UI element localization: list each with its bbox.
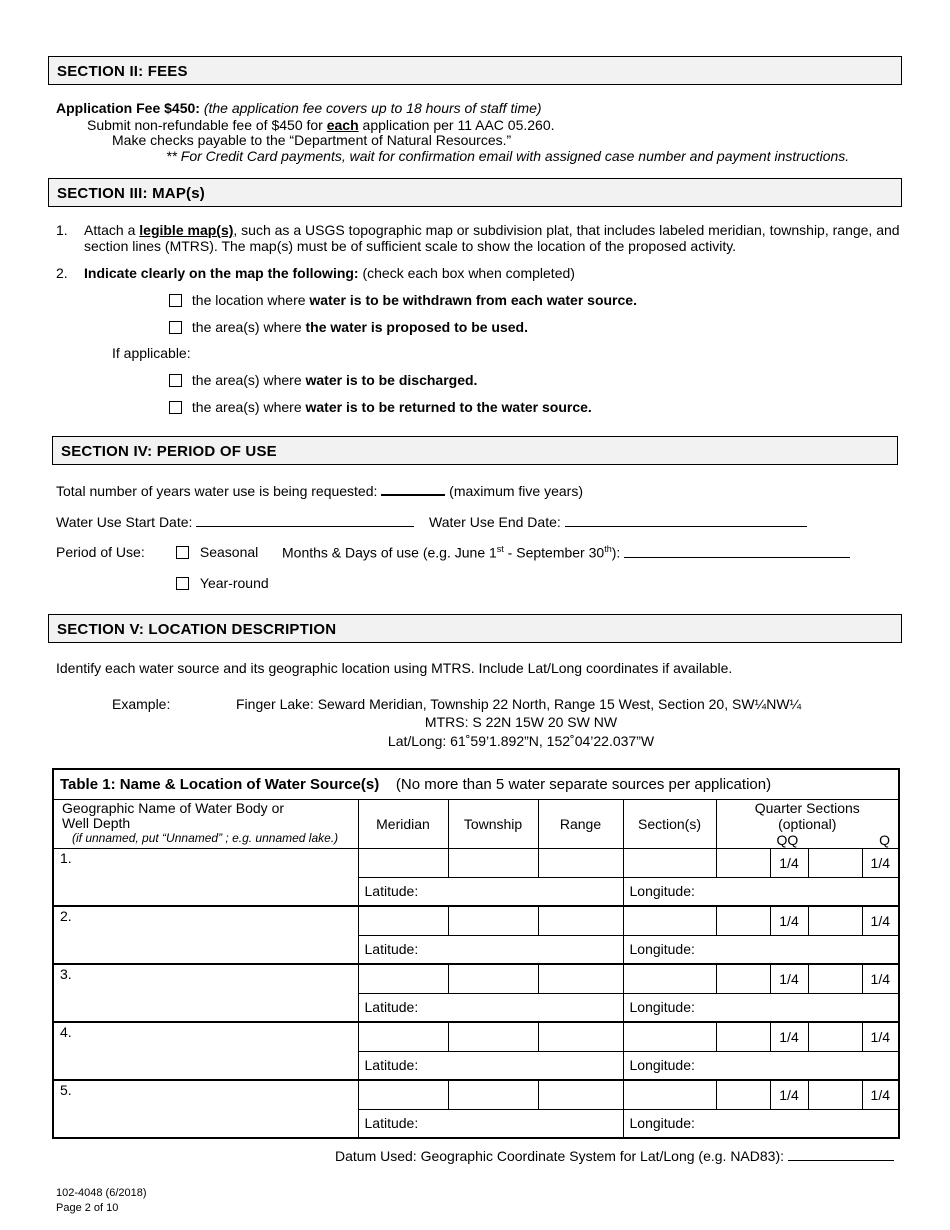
page-number: Page 2 of 10 (56, 1202, 119, 1214)
row-number: 3. (60, 966, 72, 982)
years-note: (maximum five years) (445, 483, 583, 499)
row-4-qq[interactable] (716, 1022, 770, 1051)
col-header-range: Range (538, 799, 623, 848)
end-date-field[interactable] (565, 526, 807, 527)
row-2-longitude[interactable] (623, 935, 899, 964)
row-1-range[interactable] (538, 848, 623, 877)
row-5-latitude[interactable] (358, 1109, 623, 1138)
row-4-township[interactable] (448, 1022, 538, 1051)
check-returned-checkbox[interactable] (169, 401, 182, 414)
start-date-field[interactable] (196, 526, 414, 527)
row-1-latitude[interactable] (358, 877, 623, 906)
fee-line (56, 100, 542, 116)
section-v-heading: SECTION V: LOCATION DESCRIPTION (48, 614, 902, 643)
row-5-section[interactable] (623, 1080, 716, 1109)
table-title: Table 1: Name & Location of Water Source(s) (60, 775, 380, 793)
col-quarter-line1: Quarter Sections (754, 799, 860, 816)
check-discharged-pre: the area(s) where (191, 372, 306, 388)
example-label: Example: (112, 696, 171, 712)
col-q: Q (879, 831, 891, 848)
latitude-label: Latitude: (364, 883, 419, 900)
example-line3: Lat/Long: 61˚59’1.892”N, 152˚04’22.037”W (387, 733, 655, 749)
months-sup1: st (496, 544, 504, 554)
credit-card-note: ** For Credit Card payments, wait for confirmation email with assigned case number and payment instructions. (166, 148, 850, 164)
section-v-intro: Identify each water source and its geographic location using MTRS. Include Lat/Long coordinates if available. (56, 660, 733, 676)
row-3-qq-fraction: 1/4 (770, 964, 808, 993)
check-used-checkbox[interactable] (169, 321, 182, 334)
row-4-q[interactable] (808, 1022, 862, 1051)
row-1-q[interactable] (808, 848, 862, 877)
row-4-range[interactable] (538, 1022, 623, 1051)
row-2-meridian[interactable] (358, 906, 448, 935)
check-withdrawn-bold: water is to be withdrawn from each water source. (309, 292, 637, 308)
example-line2: MTRS: S 22N 15W 20 SW NW (424, 714, 618, 730)
submit-post: application per 11 AAC 05.260. (358, 117, 555, 133)
seasonal-checkbox[interactable] (176, 546, 189, 559)
row-4-q-fraction: 1/4 (862, 1022, 899, 1051)
months-mid: - September 30 (503, 544, 605, 561)
check-withdrawn-pre: the location where (191, 292, 310, 308)
checks-line: Make checks payable to the “Department of Natural Resources.” (112, 132, 512, 148)
row-4-meridian[interactable] (358, 1022, 448, 1051)
row-1-qq-fraction: 1/4 (770, 848, 808, 877)
check-returned-bold: water is to be returned to the water source. (305, 399, 592, 415)
datum-label: Datum Used: Geographic Coordinate System for Lat/Long (e.g. NAD83): (335, 1148, 788, 1164)
check-withdrawn-row (169, 292, 637, 308)
row-5-meridian[interactable] (358, 1080, 448, 1109)
check-returned-pre: the area(s) where (191, 399, 306, 415)
row-4-qq-fraction: 1/4 (770, 1022, 808, 1051)
col-header-section: Section(s) (623, 799, 716, 848)
row-4-section[interactable] (623, 1022, 716, 1051)
fee-label: Application Fee $450: (56, 100, 200, 116)
col-name-line2: Well Depth (62, 815, 131, 831)
months-field[interactable] (624, 557, 850, 558)
if-applicable-label: If applicable: (112, 345, 191, 361)
longitude-label: Longitude: (629, 1057, 695, 1074)
months-sup2: th (604, 544, 612, 554)
section-iv-heading: SECTION IV: PERIOD OF USE (52, 436, 898, 465)
row-2-qq[interactable] (716, 906, 770, 935)
latitude-label: Latitude: (364, 941, 419, 958)
seasonal-row (176, 544, 258, 560)
longitude-label: Longitude: (629, 883, 695, 900)
check-discharged-row (169, 372, 477, 388)
item2-post: (check each box when completed) (358, 265, 575, 281)
row-1-q-fraction: 1/4 (862, 848, 899, 877)
months-post: ): (611, 544, 625, 561)
latitude-label: Latitude: (364, 1057, 419, 1074)
section-iii-heading: SECTION III: MAP(s) (48, 178, 902, 207)
months-pre: Months & Days of use (e.g. June 1 (282, 544, 497, 561)
row-4-latitude[interactable] (358, 1051, 623, 1080)
check-withdrawn-checkbox[interactable] (169, 294, 182, 307)
col-name-line3: (if unnamed, put “Unnamed” ; e.g. unnamed lake.) (72, 831, 339, 845)
row-3-name[interactable] (53, 964, 358, 1022)
end-date-label: Water Use End Date: (429, 514, 565, 530)
row-4-name[interactable] (53, 1022, 358, 1080)
form-number: 102-4048 (6/2018) (56, 1187, 147, 1199)
row-number: 1. (60, 849, 72, 866)
row-2-range[interactable] (538, 906, 623, 935)
row-5-qq-fraction: 1/4 (770, 1080, 808, 1109)
start-date-line (56, 514, 414, 530)
item1-bold: legible map(s) (139, 222, 234, 238)
start-date-label: Water Use Start Date: (56, 514, 197, 530)
item1-number: 1. (56, 222, 68, 238)
item1-line1 (84, 222, 900, 238)
fee-note: (the application fee covers up to 18 hours of staff time) (203, 100, 542, 116)
col-qq: QQ (776, 831, 799, 848)
water-source-table (52, 768, 900, 1139)
yearround-label: Year-round (199, 575, 269, 591)
yearround-checkbox[interactable] (176, 577, 189, 590)
submit-each: each (326, 117, 359, 133)
row-3-meridian[interactable] (358, 964, 448, 993)
period-label: Period of Use: (56, 544, 145, 560)
item1-pre: Attach a (84, 222, 140, 238)
row-3-q-fraction: 1/4 (862, 964, 899, 993)
row-2-township[interactable] (448, 906, 538, 935)
years-label: Total number of years water use is being requested: (56, 483, 382, 499)
row-5-township[interactable] (448, 1080, 538, 1109)
row-number: 5. (60, 1082, 72, 1098)
longitude-label: Longitude: (629, 999, 695, 1016)
row-4-longitude[interactable] (623, 1051, 899, 1080)
col-name-line1: Geographic Name of Water Body or (62, 800, 285, 816)
row-1-section[interactable] (623, 848, 716, 877)
row-3-township[interactable] (448, 964, 538, 993)
row-3-section[interactable] (623, 964, 716, 993)
row-1-longitude[interactable] (623, 877, 899, 906)
row-1-name[interactable] (53, 848, 358, 906)
latitude-label: Latitude: (364, 1115, 419, 1132)
row-5-range[interactable] (538, 1080, 623, 1109)
table-title-cell (53, 769, 899, 799)
check-used-bold: the water is proposed to be used. (305, 319, 528, 335)
months-line (282, 544, 850, 561)
col-quarter-line2: (optional) (778, 815, 837, 832)
row-5-longitude[interactable] (623, 1109, 899, 1138)
row-2-section[interactable] (623, 906, 716, 935)
row-3-latitude[interactable] (358, 993, 623, 1022)
row-1-qq[interactable] (716, 848, 770, 877)
row-number: 4. (60, 1024, 72, 1040)
row-5-q-fraction: 1/4 (862, 1080, 899, 1109)
item1-line2: section lines (MTRS). The map(s) must be of sufficient scale to show the location of the proposed activity. (84, 238, 737, 254)
latitude-label: Latitude: (364, 999, 419, 1016)
row-2-q-fraction: 1/4 (862, 906, 899, 935)
col-header-name (53, 799, 358, 848)
row-3-q[interactable] (808, 964, 862, 993)
check-returned-row (169, 399, 592, 415)
row-3-range[interactable] (538, 964, 623, 993)
item2-bold: Indicate clearly on the map the following: (84, 265, 359, 281)
item2-line (84, 265, 575, 281)
datum-line (335, 1148, 894, 1164)
longitude-label: Longitude: (629, 1115, 695, 1132)
table-title-note: (No more than 5 water separate sources per application) (395, 775, 772, 793)
col-header-quarter (716, 799, 899, 848)
years-field[interactable] (381, 494, 445, 496)
col-header-township: Township (448, 799, 538, 848)
check-discharged-checkbox[interactable] (169, 374, 182, 387)
check-used-row (169, 319, 528, 335)
item2-number: 2. (56, 265, 68, 281)
longitude-label: Longitude: (629, 941, 695, 958)
submit-pre: Submit non-refundable fee of $450 for (87, 117, 327, 133)
datum-field[interactable] (788, 1160, 894, 1161)
row-2-q[interactable] (808, 906, 862, 935)
row-2-qq-fraction: 1/4 (770, 906, 808, 935)
row-5-q[interactable] (808, 1080, 862, 1109)
check-discharged-bold: water is to be discharged. (305, 372, 478, 388)
row-3-longitude[interactable] (623, 993, 899, 1022)
end-date-line (429, 514, 807, 530)
section-ii-heading: SECTION II: FEES (48, 56, 902, 85)
submit-line (87, 117, 555, 133)
check-used-pre: the area(s) where (191, 319, 306, 335)
row-number: 2. (60, 908, 72, 924)
row-5-qq[interactable] (716, 1080, 770, 1109)
example-line1: Finger Lake: Seward Meridian, Township 22 North, Range 15 West, Section 20, SW¼NW¼ (236, 696, 802, 712)
row-3-qq[interactable] (716, 964, 770, 993)
seasonal-label: Seasonal (199, 544, 259, 560)
yearround-row (176, 575, 269, 591)
row-5-name[interactable] (53, 1080, 358, 1138)
row-2-latitude[interactable] (358, 935, 623, 964)
row-1-township[interactable] (448, 848, 538, 877)
col-header-meridian: Meridian (358, 799, 448, 848)
row-2-name[interactable] (53, 906, 358, 964)
row-1-meridian[interactable] (358, 848, 448, 877)
years-line (56, 483, 583, 499)
item1-post: , such as a USGS topographic map or subdivision plat, that includes labeled meridian, township, range, and (233, 222, 900, 238)
